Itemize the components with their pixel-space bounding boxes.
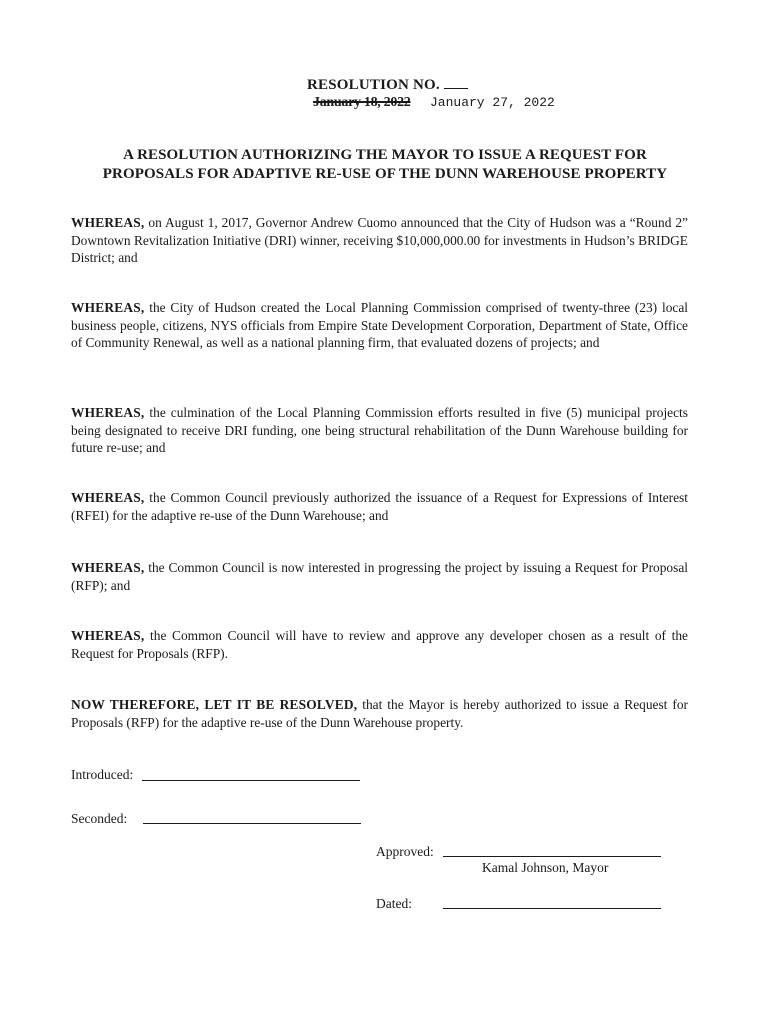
whereas-clause-1 bbox=[71, 214, 688, 267]
clause-lead: WHEREAS, bbox=[71, 628, 145, 643]
revised-date: January 27, 2022 bbox=[430, 95, 555, 110]
clause-lead: WHEREAS, bbox=[71, 405, 145, 420]
whereas-clause-5 bbox=[71, 559, 688, 594]
clause-text: that the Mayor is hereby authorized to issue a Request for Proposals (RFP) for the adaptive re-use of the Dunn Warehouse property. bbox=[71, 697, 688, 730]
whereas-clause-4 bbox=[71, 489, 688, 524]
clause-lead: NOW THEREFORE, LET IT BE RESOLVED, bbox=[71, 697, 358, 712]
title-line-2: PROPOSALS FOR ADAPTIVE RE-USE OF THE DUNN WAREHOUSE PROPERTY bbox=[102, 166, 668, 182]
resolution-title bbox=[80, 146, 690, 184]
clause-text: the Common Council previously authorized the issuance of a Request for Expressions of Interest (RFEI) for the adaptive re-use of the Dunn Warehouse; and bbox=[71, 490, 688, 523]
approved-label: Approved: bbox=[376, 844, 434, 859]
title-line-1: A RESOLUTION AUTHORIZING THE MAYOR TO ISSUE A REQUEST FOR bbox=[123, 147, 647, 163]
clause-text: the Common Council is now interested in progressing the project by issuing a Request for Proposal (RFP); and bbox=[71, 560, 688, 593]
resolved-clause bbox=[71, 696, 688, 731]
dated-label: Dated: bbox=[376, 896, 412, 911]
clause-text: the culmination of the Local Planning Commission efforts resulted in five (5) municipal projects being designated to receive DRI funding, one being structural rehabilitation of the Dunn Warehouse building for future re-use; and bbox=[71, 405, 688, 455]
clause-text: on August 1, 2017, Governor Andrew Cuomo announced that the City of Hudson was a “Round 2” Downtown Revitalization Initiative (DRI) winner, receiving $10,000,000.00 for investments in Hudson’s BRIDGE District; and bbox=[71, 215, 688, 265]
resolution-number-label: RESOLUTION NO. bbox=[307, 77, 440, 93]
resolution-date-line bbox=[313, 95, 555, 111]
clause-lead: WHEREAS, bbox=[71, 215, 145, 230]
clause-text: the Common Council will have to review and approve any developer chosen as a result of the Request for Proposals (RFP). bbox=[71, 628, 688, 661]
resolution-number-blank bbox=[444, 76, 468, 89]
clause-lead: WHEREAS, bbox=[71, 300, 145, 315]
clause-text: the City of Hudson created the Local Planning Commission comprised of twenty-three (23) local business people, citizens, NYS officials from Empire State Development Corporation, Department of State, Office of Community Renewal, as well as a national planning firm, that evaluated dozens of projects; and bbox=[71, 300, 688, 350]
introduced-label: Introduced: bbox=[71, 767, 134, 782]
resolution-number bbox=[307, 76, 468, 94]
struck-date: January 18, 2022 bbox=[313, 95, 411, 110]
whereas-clause-6 bbox=[71, 627, 688, 662]
clause-lead: WHEREAS, bbox=[71, 560, 145, 575]
seconded-signature-line bbox=[143, 823, 361, 824]
introduced-signature-line bbox=[142, 780, 360, 781]
mayor-name: Kamal Johnson, Mayor bbox=[482, 860, 609, 875]
whereas-clause-2 bbox=[71, 299, 688, 352]
dated-signature-line bbox=[443, 908, 661, 909]
approved-signature-line bbox=[443, 856, 661, 857]
clause-lead: WHEREAS, bbox=[71, 490, 145, 505]
seconded-label: Seconded: bbox=[71, 811, 128, 826]
whereas-clause-3 bbox=[71, 404, 688, 457]
